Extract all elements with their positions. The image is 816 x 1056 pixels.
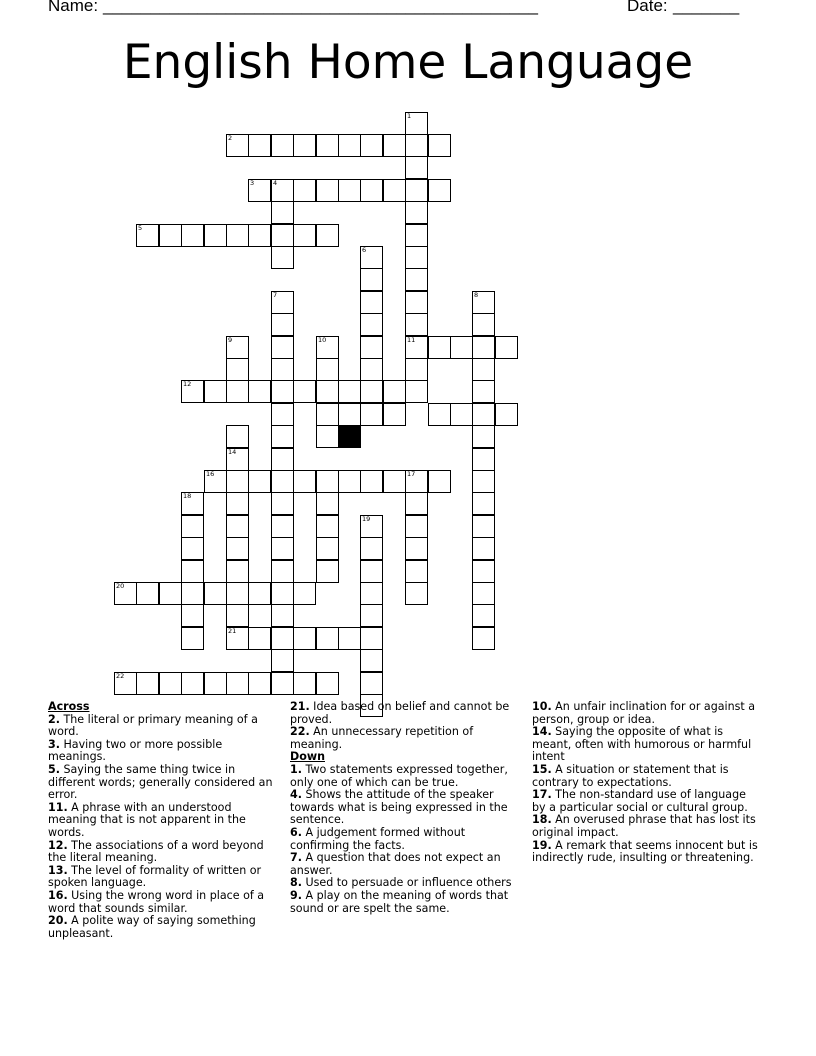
crossword-cell[interactable] [472, 492, 495, 515]
crossword-cell[interactable] [248, 224, 271, 247]
crossword-cell[interactable] [338, 403, 361, 426]
clue-item-number: 9. [290, 888, 302, 902]
crossword-cell[interactable] [271, 336, 294, 359]
crossword-cell[interactable] [360, 291, 383, 314]
crossword-cell[interactable] [405, 313, 428, 336]
crossword-cell[interactable] [450, 403, 473, 426]
clue-item [532, 701, 760, 726]
clue-item-number: 4. [290, 788, 302, 802]
crossword-cell[interactable] [428, 336, 451, 359]
crossword-cell[interactable] [360, 313, 383, 336]
crossword-cell[interactable] [472, 425, 495, 448]
crossword-cell[interactable] [428, 134, 451, 157]
clue-item-number: 16. [48, 888, 68, 902]
crossword-cell[interactable] [495, 336, 518, 359]
crossword-cell[interactable] [405, 380, 428, 403]
crossword-cell[interactable] [472, 627, 495, 650]
crossword-cell[interactable] [360, 604, 383, 627]
clue-item-number: 12. [48, 838, 68, 852]
clue-number: 16 [206, 470, 215, 478]
crossword-cell[interactable] [383, 134, 406, 157]
clues-column-3 [532, 701, 760, 865]
crossword-cell[interactable] [338, 470, 361, 493]
clue-item [290, 701, 518, 726]
crossword-cell[interactable] [383, 470, 406, 493]
crossword-cell[interactable] [293, 470, 316, 493]
clue-item-text: The literal or primary meaning of a word. [48, 712, 258, 739]
crossword-cell[interactable] [293, 582, 316, 605]
crossword-cell[interactable] [248, 672, 271, 695]
crossword-cell[interactable] [204, 672, 227, 695]
clue-item [48, 890, 276, 915]
crossword-cell[interactable] [271, 224, 294, 247]
crossword-cell[interactable] [159, 672, 182, 695]
crossword-cell[interactable] [226, 470, 249, 493]
crossword-cell[interactable] [338, 627, 361, 650]
crossword-cell[interactable] [360, 649, 383, 672]
crossword-cell[interactable] [204, 470, 227, 493]
crossword-cell[interactable] [271, 134, 294, 157]
crossword-cell[interactable] [159, 582, 182, 605]
crossword-cell[interactable] [136, 672, 159, 695]
clue-item-number: 11. [48, 800, 68, 814]
crossword-cell[interactable] [316, 492, 339, 515]
crossword-cell[interactable] [472, 560, 495, 583]
clue-item-number: 2. [48, 712, 60, 726]
clue-item-number: 19. [532, 838, 552, 852]
clue-number: 4 [273, 179, 278, 187]
clue-item [48, 915, 276, 940]
crossword-cell[interactable] [405, 201, 428, 224]
clue-number: 3 [250, 179, 255, 187]
crossword-cell[interactable] [271, 492, 294, 515]
crossword-cell[interactable] [248, 470, 271, 493]
clue-number: 19 [362, 515, 371, 523]
crossword-cell[interactable] [360, 358, 383, 381]
clue-item-text: Saying the same thing twice in different words; generally considered an error. [48, 762, 273, 802]
crossword-cell[interactable] [360, 403, 383, 426]
clue-item-text: The non-standard use of language by a particular social or cultural group. [532, 788, 748, 814]
clue-item [48, 714, 276, 739]
crossword-cell[interactable] [338, 134, 361, 157]
clue-number: 17 [407, 470, 416, 478]
crossword-cell[interactable] [181, 582, 204, 605]
clue-item-number: 8. [290, 876, 302, 890]
crossword-cell[interactable] [293, 134, 316, 157]
clue-item-text: Two statements expressed together, only one of which can be true. [290, 762, 508, 789]
crossword-cell[interactable] [271, 313, 294, 336]
crossword-cell[interactable] [271, 627, 294, 650]
crossword-cell[interactable] [405, 112, 428, 135]
crossword-cell[interactable] [338, 380, 361, 403]
crossword-cell[interactable] [472, 582, 495, 605]
crossword-cell[interactable] [226, 425, 249, 448]
crossword-cell[interactable] [226, 492, 249, 515]
clue-item-text: The level of formality of written or spoken language. [48, 863, 262, 890]
clues-column-2 [290, 701, 518, 915]
clue-item [290, 890, 518, 915]
crossword-cell[interactable] [405, 179, 428, 202]
clue-number: 2 [228, 134, 233, 142]
crossword-cell[interactable] [383, 179, 406, 202]
crossword-cell[interactable] [181, 492, 204, 515]
crossword-cell[interactable] [248, 582, 271, 605]
crossword-cell[interactable] [226, 380, 249, 403]
crossword-cell[interactable] [271, 537, 294, 560]
crossword-cell[interactable] [405, 515, 428, 538]
clue-item-number: 14. [532, 725, 552, 739]
clue-item-text: An overused phrase that has lost its original impact. [532, 813, 756, 839]
crossword-cell[interactable] [204, 380, 227, 403]
crossword-cell[interactable] [271, 448, 294, 471]
crossword-cell[interactable] [114, 582, 137, 605]
crossword-cell[interactable] [181, 380, 204, 403]
crossword-cell[interactable] [226, 560, 249, 583]
crossword-cell[interactable] [405, 560, 428, 583]
crossword-cell[interactable] [181, 672, 204, 695]
crossword-cell[interactable] [293, 224, 316, 247]
clue-item [48, 764, 276, 802]
clue-item-text: A remark that seems innocent but is indirectly rude, insulting or threatening. [532, 838, 758, 865]
crossword-cell[interactable] [316, 224, 339, 247]
crossword-cell[interactable] [271, 649, 294, 672]
crossword-cell[interactable] [472, 537, 495, 560]
clue-number: 5 [138, 224, 143, 232]
crossword-cell[interactable] [472, 403, 495, 426]
crossword-cell[interactable] [472, 448, 495, 471]
clues-column-1 [48, 701, 276, 940]
crossword-cell[interactable] [226, 358, 249, 381]
crossword-cell[interactable] [136, 224, 159, 247]
crossword-cell[interactable] [271, 560, 294, 583]
crossword-cell[interactable] [383, 380, 406, 403]
clue-item [532, 840, 760, 865]
crossword-cell[interactable] [226, 224, 249, 247]
crossword-cell[interactable] [405, 537, 428, 560]
crossword-cell[interactable] [226, 134, 249, 157]
clue-item-number: 13. [48, 863, 68, 877]
clue-item-text: A judgement formed without confirming the facts. [290, 825, 466, 852]
clue-number: 7 [273, 291, 278, 299]
crossword-cell[interactable] [405, 134, 428, 157]
clue-item-text: A question that does not expect an answer. [290, 851, 501, 877]
clue-item [48, 840, 276, 865]
crossword-cell[interactable] [338, 179, 361, 202]
clue-item [532, 789, 760, 814]
crossword-cell[interactable] [271, 604, 294, 627]
clue-item-text: Saying the opposite of what is meant, often with humorous or harmful intent [532, 725, 752, 764]
crossword-cell[interactable] [428, 403, 451, 426]
clue-item [290, 726, 518, 751]
crossword-cell[interactable] [159, 224, 182, 247]
clue-item-text: Used to persuade or influence others [301, 876, 512, 890]
clue-item-number: 22. [290, 725, 310, 739]
clue-number: 11 [407, 336, 416, 344]
clue-item-text: A phrase with an understood meaning that is not apparent in the words. [48, 800, 246, 839]
clue-item-text: Using the wrong word in place of a word that sounds similar. [48, 888, 265, 915]
crossword-cell[interactable] [316, 336, 339, 359]
clue-item-text: Having two or more possible meanings. [48, 737, 223, 764]
crossword-cell[interactable] [204, 224, 227, 247]
crossword-cell[interactable] [181, 515, 204, 538]
clue-item-number: 1. [290, 762, 302, 776]
crossword-cell[interactable] [248, 179, 271, 202]
crossword-cell[interactable] [181, 560, 204, 583]
clue-item [290, 764, 518, 789]
crossword-cell[interactable] [405, 470, 428, 493]
crossword-cell[interactable] [405, 246, 428, 269]
crossword-cell[interactable] [450, 336, 473, 359]
crossword-cell[interactable] [360, 179, 383, 202]
crossword-cell[interactable] [271, 515, 294, 538]
clue-item [48, 865, 276, 890]
date-label: Date: [627, 0, 668, 15]
crossword-cell[interactable] [316, 179, 339, 202]
clue-item [290, 852, 518, 877]
crossword-cell[interactable] [293, 179, 316, 202]
clue-heading: Across [48, 700, 90, 713]
crossword-cell[interactable] [360, 627, 383, 650]
clue-item-text: Idea based on belief and cannot be proved. [290, 700, 510, 726]
clue-item [48, 802, 276, 840]
clue-item-number: 10. [532, 700, 552, 713]
crossword-cell[interactable] [316, 470, 339, 493]
crossword-cell[interactable] [472, 604, 495, 627]
clue-number: 10 [318, 336, 327, 344]
clue-item [532, 814, 760, 839]
crossword-cell[interactable] [360, 537, 383, 560]
crossword-cell[interactable] [226, 448, 249, 471]
crossword-cell[interactable] [405, 291, 428, 314]
crossword-cell[interactable] [360, 470, 383, 493]
crossword-cell[interactable] [316, 515, 339, 538]
clue-number: 21 [228, 627, 237, 635]
crossword-cell[interactable] [472, 515, 495, 538]
clue-number: 20 [116, 582, 125, 590]
crossword-cell[interactable] [248, 380, 271, 403]
clue-number: 8 [474, 291, 479, 299]
clue-item-number: 17. [532, 788, 552, 802]
crossword-cell[interactable] [271, 358, 294, 381]
clue-item [532, 726, 760, 764]
clue-item-text: An unnecessary repetition of meaning. [290, 725, 474, 751]
crossword-cell[interactable] [271, 425, 294, 448]
clue-number: 12 [183, 380, 192, 388]
crossword-cell[interactable] [114, 672, 137, 695]
crossword-cell[interactable] [360, 672, 383, 695]
crossword-cell[interactable] [204, 582, 227, 605]
crossword-cell[interactable] [316, 537, 339, 560]
crossword-cell[interactable] [405, 156, 428, 179]
crossword-cell[interactable] [181, 224, 204, 247]
crossword-cell[interactable] [316, 560, 339, 583]
crossword-cell[interactable] [271, 201, 294, 224]
clue-item [532, 764, 760, 789]
crossword-cell[interactable] [472, 291, 495, 314]
crossword-cell[interactable] [181, 627, 204, 650]
name-field[interactable]: ______________________________________________ [103, 0, 538, 15]
crossword-cell[interactable] [360, 582, 383, 605]
crossword-cell[interactable] [271, 380, 294, 403]
clue-heading: Down [290, 750, 325, 764]
crossword-cell[interactable] [495, 403, 518, 426]
crossword-cell[interactable] [405, 492, 428, 515]
clue-item-number: 7. [290, 851, 302, 865]
crossword-cell[interactable] [472, 313, 495, 336]
crossword-cell[interactable] [248, 134, 271, 157]
clue-item-number: 18. [532, 813, 552, 827]
crossword-cell[interactable] [271, 582, 294, 605]
crossword-cell[interactable] [226, 336, 249, 359]
crossword-cell[interactable] [360, 560, 383, 583]
crossword-cell[interactable] [472, 336, 495, 359]
crossword-cell[interactable] [316, 380, 339, 403]
clue-number: 22 [116, 672, 125, 680]
clue-item-text: A situation or statement that is contrary to expectations. [532, 762, 729, 789]
crossword-cell[interactable] [405, 358, 428, 381]
crossword-cell[interactable] [428, 179, 451, 202]
clue-number: 6 [362, 246, 367, 254]
clue-item-number: 20. [48, 914, 68, 928]
clue-item-number: 21. [290, 700, 310, 713]
crossword-cell[interactable] [316, 134, 339, 157]
crossword-cell[interactable] [271, 179, 294, 202]
page-title: English Home Language [122, 35, 694, 90]
crossword-cell[interactable] [360, 134, 383, 157]
date-field[interactable]: _______ [673, 0, 740, 15]
clue-item [290, 827, 518, 852]
crossword-cell[interactable] [405, 268, 428, 291]
crossword-cell[interactable] [226, 672, 249, 695]
clue-item-text: Shows the attitude of the speaker towards what is being expressed in the sentence. [290, 788, 508, 827]
crossword-cell[interactable] [360, 268, 383, 291]
clue-number: 9 [228, 336, 233, 344]
clue-item-text: The associations of a word beyond the literal meaning. [48, 838, 264, 865]
crossword-cell[interactable] [181, 537, 204, 560]
crossword-cell[interactable] [360, 515, 383, 538]
clue-item-number: 5. [48, 762, 60, 776]
crossword-cell[interactable] [271, 291, 294, 314]
clue-item-text: An unfair inclination for or against a person, group or idea. [532, 700, 756, 726]
crossword-cell[interactable] [472, 380, 495, 403]
crossword-block [338, 425, 361, 448]
clue-item [290, 789, 518, 827]
name-label: Name: [48, 0, 99, 15]
crossword-cell[interactable] [181, 604, 204, 627]
crossword-cell[interactable] [316, 627, 339, 650]
crossword-cell[interactable] [316, 358, 339, 381]
clue-item-number: 6. [290, 825, 302, 839]
crossword-cell[interactable] [293, 380, 316, 403]
crossword-cell[interactable] [293, 627, 316, 650]
clue-number: 18 [183, 492, 192, 500]
crossword-cell[interactable] [271, 403, 294, 426]
crossword-cell[interactable] [405, 224, 428, 247]
crossword-cell[interactable] [226, 537, 249, 560]
crossword-cell[interactable] [428, 470, 451, 493]
crossword-cell[interactable] [316, 672, 339, 695]
crossword-cell[interactable] [360, 380, 383, 403]
clue-item-number: 15. [532, 762, 552, 776]
crossword-cell[interactable] [472, 470, 495, 493]
crossword-cell[interactable] [271, 672, 294, 695]
crossword-cell[interactable] [136, 582, 159, 605]
crossword-cell[interactable] [271, 470, 294, 493]
clue-number: 14 [228, 448, 237, 456]
crossword-cell[interactable] [293, 672, 316, 695]
crossword-cell[interactable] [405, 336, 428, 359]
crossword-cell[interactable] [226, 604, 249, 627]
crossword-cell[interactable] [360, 246, 383, 269]
crossword-cell[interactable] [226, 582, 249, 605]
clue-item-text: A polite way of saying something unpleasant. [48, 914, 256, 940]
clue-number: 1 [407, 112, 412, 120]
crossword-cell[interactable] [271, 246, 294, 269]
crossword-cell[interactable] [226, 515, 249, 538]
crossword-cell[interactable] [226, 627, 249, 650]
clue-item [48, 739, 276, 764]
crossword-cell[interactable] [248, 627, 271, 650]
crossword-cell[interactable] [383, 403, 406, 426]
crossword-cell[interactable] [405, 582, 428, 605]
clue-item-text: A play on the meaning of words that sound or are spelt the same. [290, 888, 509, 915]
crossword-cell[interactable] [472, 358, 495, 381]
crossword-cell[interactable] [360, 336, 383, 359]
crossword-cell[interactable] [316, 403, 339, 426]
clue-item-number: 3. [48, 737, 60, 751]
crossword-cell[interactable] [316, 425, 339, 448]
